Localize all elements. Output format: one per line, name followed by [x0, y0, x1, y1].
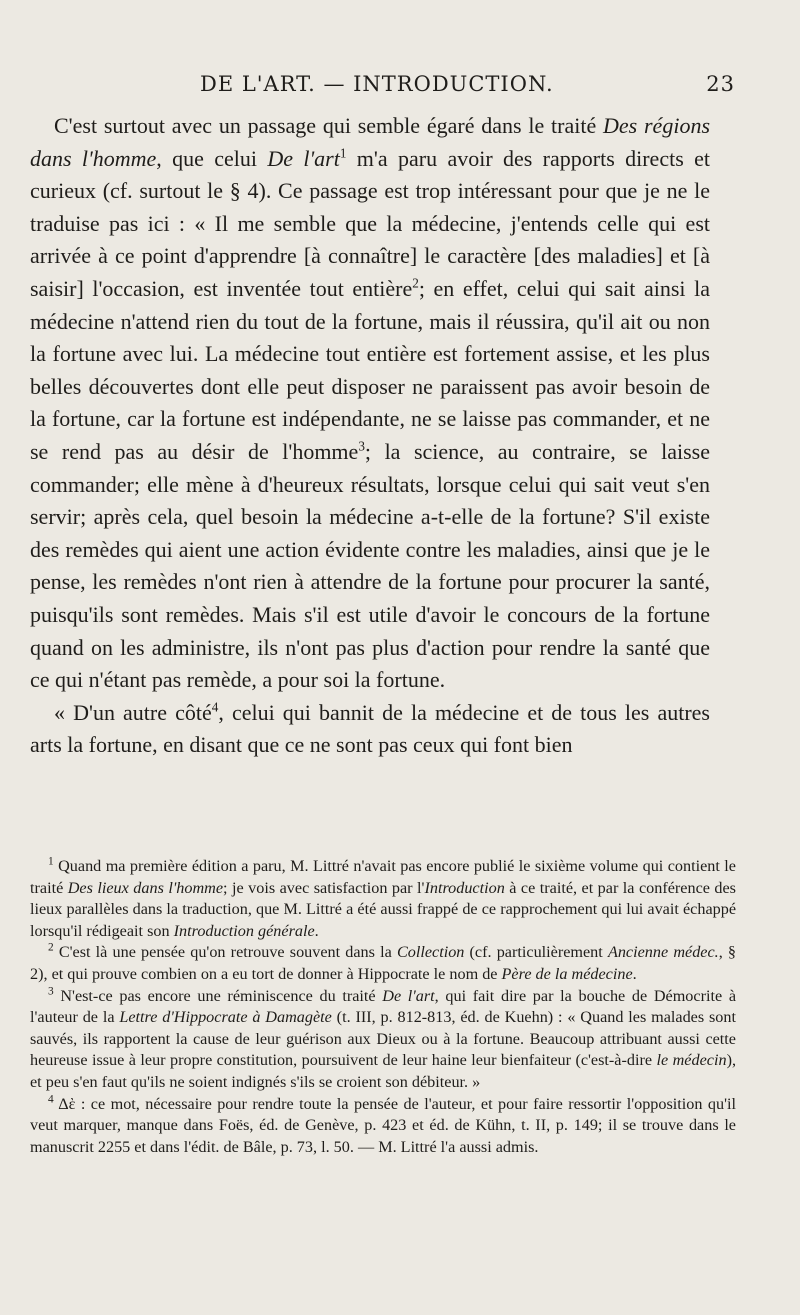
footnotes [30, 856, 736, 1158]
text-run: C'est là une pensée qu'on retrouve souvent dans la [53, 943, 397, 962]
text-run: , qui fait dire par la bouche de Démocrite à l'auteur de la [30, 986, 737, 1027]
text-run: N'est-ce pas encore une réminiscence du traité [53, 986, 383, 1005]
text-run: Δὲ : ce mot, nécessaire pour rendre toute la pensée de l'auteur, et pour faire ressortir l'opposition qu'il veut marquer, manque dans Foës, éd. de Genève, p. 423 et éd. de Kühn, t. II, p. 149; il se trouve dans le manuscrit 2255 et dans l'édit. de Bâle, p. 73, l. 50. — M. Littré l'a aussi admis. [30, 1094, 736, 1156]
footnote-4 [30, 1094, 736, 1159]
italic-title: Des lieux dans l'homme [67, 878, 224, 897]
footnote-2 [30, 942, 736, 985]
italic-title: Introduction générale [173, 921, 315, 940]
text-run: C'est surtout avec un passage qui semble égaré dans le traité [54, 113, 603, 138]
text-run: m'a paru avoir des rapports directs et curieux (cf. surtout le § 4). Ce passage est trop intéressant pour que je ne le traduise pas ici : « Il me semble que la médecine, j'entends celle qui est arrivée à ce point d'apprendre [à connaître] le caractère [des maladies] et [à saisir] l'occasion, est inventée tout entière [30, 145, 710, 301]
text-run: ; en effet, celui qui sait ainsi la médecine n'attend rien du tout de la fortune, mais il réussira, qu'il ait ou non la fortune avec lui. La médecine tout entière est fortement assise, et les plus belles découvertes dont elle peut disposer ne paraissent pas avoir besoin de la fortune, car la fortune est indépendante, ne se laisse pas commander, et ne se rend pas au désir de l'homme [30, 275, 710, 464]
page-number: 23 [706, 72, 735, 96]
italic-title: Collection [396, 943, 465, 962]
footnote-mark: 3 [48, 985, 54, 998]
italic-title: De l'art [267, 145, 340, 171]
footnote-ref: 3 [358, 438, 365, 454]
text-run: , celui qui bannit de la médecine et de tous les autres arts la fortune, en disant que ce ne sont pas ceux qui font bien [30, 699, 710, 758]
paragraph [30, 697, 710, 762]
italic-title: Ancienne médec. [607, 943, 719, 962]
footnote-mark: 2 [48, 941, 54, 954]
paragraph [30, 110, 710, 697]
footnote-mark: 4 [48, 1093, 54, 1106]
text-run: , § 2), et qui prouve combien on a eu tort de donner à Hippocrate le nom de [30, 943, 736, 983]
text-run: à ce traité, et par la conférence des lieux parallèles dans la traduction, que M. Littré a été aussi frappé de ce rapprochement qui lui avait échappé lorsqu'il rédigeait son [30, 878, 736, 940]
running-title: DE L'ART. — INTRODUCTION. [200, 72, 554, 96]
italic-title: Des régions dans l'homme [30, 113, 711, 171]
text-run: (cf. particulièrement [464, 943, 608, 962]
text-run: ; je vois avec satisfaction par l' [223, 878, 425, 897]
footnote-ref: 2 [412, 275, 419, 291]
italic-title: Lettre d'Hippocrate à Damagète [119, 1008, 332, 1027]
main-text [30, 110, 710, 762]
text-run: « D'un autre côté [54, 699, 212, 725]
italic-title: le médecin [656, 1051, 727, 1070]
text-run: ), et peu s'en faut qu'ils ne soient indignés s'ils se croient son débiteur. » [30, 1051, 736, 1091]
text-run: , que celui [156, 145, 268, 171]
footnote-mark: 1 [48, 855, 54, 868]
text-run: . [632, 964, 637, 983]
footnote-ref: 1 [339, 145, 347, 161]
footnote-1 [30, 856, 736, 942]
italic-title: Introduction [424, 878, 505, 897]
text-run: (t. III, p. 812-813, éd. de Kuehn) : « Quand les malades sont sauvés, ils rapportent la cause de leur guérison aux Dieux ou à la fortune. Beaucoup attribuant aussi cette heureuse issue à leur propre constitution, poursuivent de leur haine leur bienfaiteur (c'est-à-dire [30, 1008, 736, 1070]
text-run: . [314, 921, 319, 940]
italic-title: Père de la médecine [501, 964, 633, 983]
text-run: ; la science, au contraire, se laisse commander; elle mène à d'heureux résultats, lorsque celui qui sait veut s'en servir; après cela, quel besoin la médecine a-t-elle de la fortune? S'il existe des remèdes qui aient une action évidente contre les maladies, ainsi que je le pense, les remèdes n'ont rien à attendre de la fortune pour procurer la santé, puisqu'ils sont remèdes. Mais s'il est utile d'avoir le concours de la fortune quand on les administre, ils n'ont pas plus d'action pour rendre la santé que ce qui n'étant pas remède, a pour soi la fortune. [30, 438, 710, 693]
italic-title: De l'art [382, 986, 435, 1005]
footnote-ref: 4 [211, 699, 219, 715]
text-run: Quand ma première édition a paru, M. Littré n'avait pas encore publié le sixième volume qui contient le traité [30, 857, 736, 897]
footnote-3 [30, 986, 736, 1094]
